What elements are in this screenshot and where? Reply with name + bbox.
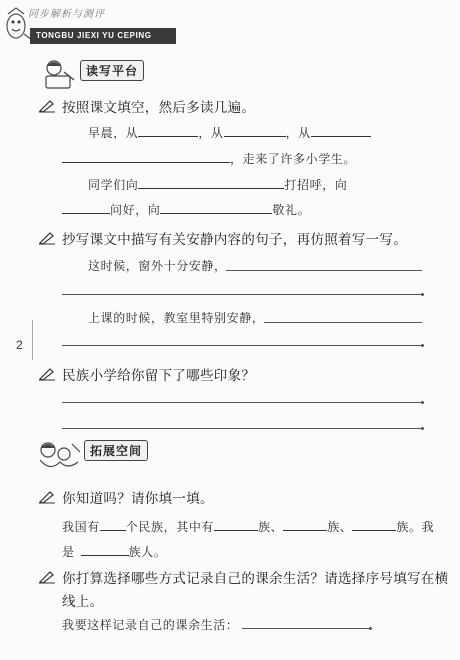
q1-line3-text-b: 打招呼，向 [284,178,348,192]
rule-end-dot [421,293,424,296]
q3-answer-rule-2[interactable] [62,428,422,429]
pen-icon [38,490,56,504]
section-title-reading-writing: 读写平台 [80,60,144,81]
q2-prompt: 抄写课文中描写有关安静内容的句子，再仿照着写一写。 [62,232,407,248]
series-title: 同步解析与测评 [28,9,105,20]
q1-line1-text-a: 早晨，从 [88,126,139,140]
q5-answer-label: 我要这样记录自己的课余生活： [62,618,239,632]
q1-blank-4[interactable] [62,150,230,163]
q4-line2 [62,543,166,560]
q3-prompt: 民族小学给你留下了哪些印象？ [62,368,256,384]
q1-line2-text: ，走来了许多小学生。 [230,152,357,166]
q1-line2 [62,150,356,167]
pen-icon [38,99,56,113]
q2-answer-rule-1a[interactable] [226,270,422,271]
rule-end-dot [421,344,424,347]
q1-blank-6[interactable] [62,201,110,214]
q4-line1-text-b: 个民族，其中有 [125,520,215,534]
q5-prompt-line2: 线上。 [62,594,104,610]
q1-prompt: 按照课文填空，然后多读几遍。 [62,100,256,116]
q4-blank-own[interactable] [81,543,129,556]
q5-prompt-line1: 你打算选择哪些方式记录自己的课余生活？请选择序号填写在横 [62,571,449,587]
q2-answer-rule-1b[interactable] [62,294,422,295]
pen-icon [38,231,56,245]
q4-line2-text-a: 是 [62,545,75,559]
q1-blank-3[interactable] [311,124,371,137]
rule-end-dot [421,401,424,404]
q1-blank-7[interactable] [160,201,272,214]
q2-answer-rule-2a[interactable] [264,322,422,323]
q1-line4-text-b: 敬礼。 [272,203,311,217]
q4-line1-text-e: 族。我 [396,520,435,534]
q5-answer-rule[interactable] [242,628,370,629]
q1-line3-text-a: 同学们向 [88,178,139,192]
q4-blank-ethnic-3[interactable] [352,518,396,531]
q4-blank-ethnic-1[interactable] [214,518,258,531]
q4-line1-text-c: 族、 [258,520,284,534]
q2-line2: 上课的时候，教室里特别安静， [88,311,265,325]
q2-answer-rule-2b[interactable] [62,345,422,346]
q1-line1-text-b: ，从 [198,126,224,140]
section-title-extension: 拓展空间 [84,440,148,461]
q4-blank-count[interactable] [100,518,126,531]
q1-blank-1[interactable] [138,124,198,137]
rule-end-dot [369,627,372,630]
series-band: TONGBU JIEXI YU CEPING [30,28,176,44]
q4-line1-text-d: 族、 [327,520,353,534]
q4-prompt: 你知道吗？请你填一填。 [62,491,214,507]
q4-line2-text-b: 族人。 [128,545,167,559]
q4-blank-ethnic-2[interactable] [283,518,327,531]
q1-blank-5[interactable] [138,176,284,189]
q1-line1-text-c: ，从 [285,126,311,140]
q1-line3 [88,176,347,193]
q4-line1-text-a: 我国有 [62,520,100,534]
pen-icon [38,367,56,381]
q1-line4 [62,201,310,218]
rule-end-dot [421,427,424,430]
pen-icon [38,570,56,584]
writing-kid-icon [40,58,80,92]
explorer-kids-icon [34,438,84,474]
q1-line1 [88,124,371,141]
q2-line1: 这时候，窗外十分安静， [88,259,227,273]
q4-line1 [62,518,434,535]
page-margin-line [32,320,33,360]
page-number: 2 [16,338,23,352]
q1-line4-text-a: 问好，向 [110,203,161,217]
q1-blank-2[interactable] [224,124,286,137]
q3-answer-rule-1[interactable] [62,402,422,403]
